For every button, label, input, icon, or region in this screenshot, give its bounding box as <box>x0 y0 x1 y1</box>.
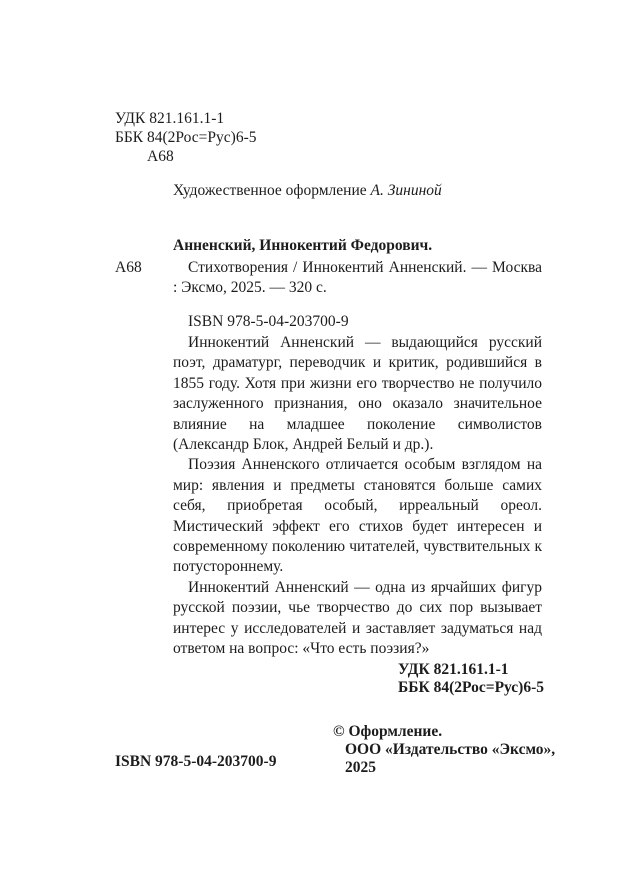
author-mark: А68 <box>147 148 174 165</box>
bib-author-mark: А68 <box>115 259 142 276</box>
annotation-paragraph: Иннокентий Анненский — выдающийся русский поэт, драматург, переводчик и критик, родившийся в 1855 году. Хотя при жизни его творчество не получило заслуженного признания, оно оказало значительное влияние на младшее поколение символистов (Александр Блок, Андрей Белый и др.). <box>173 334 542 454</box>
bbk-code: ББК 84(2Рос=Рус)6-5 <box>115 129 257 146</box>
udk-code: УДК 821.161.1-1 <box>115 110 225 127</box>
art-credit <box>173 181 442 201</box>
annotation <box>173 333 542 660</box>
copyright-line-1: © Оформление. <box>333 723 443 740</box>
copyright-line-2: ООО «Издательство «Эксмо», <box>345 741 556 758</box>
bib-isbn: ISBN 978-5-04-203700-9 <box>188 313 349 330</box>
footer-isbn: ISBN 978-5-04-203700-9 <box>115 753 277 770</box>
annotation-paragraph: Иннокентий Анненский — одна из ярчайших фигур русской поэзии, чье творчество до сих пор вызывает интерес у исследователей и заставляет задуматься над ответом на вопрос: «Что есть поэзия?» <box>173 578 542 658</box>
art-credit-label: Художественное оформление <box>173 182 371 199</box>
annotation-paragraph: Поэзия Анненского отличается особым взглядом на мир: явления и предметы становятся больше самих себя, приобретая особый, ирреальный ореол. Мистический эффект его стихов будет интересен и современному поколению читателей, чувствительных к потустороннему. <box>173 456 542 576</box>
bib-description-text: Стихотворения / Иннокентий Анненский. — Москва : Эксмо, 2025. — 320 с. <box>173 259 542 297</box>
copyright-year: 2025 <box>345 759 376 776</box>
footer-udk-code: УДК 821.161.1-1 <box>398 661 509 678</box>
footer-bbk-code: ББК 84(2Рос=Рус)6-5 <box>398 679 545 696</box>
bib-heading: Анненский, Иннокентий Федорович. <box>173 237 433 254</box>
bib-description <box>173 258 542 299</box>
art-credit-artist: А. Зининой <box>370 182 442 199</box>
